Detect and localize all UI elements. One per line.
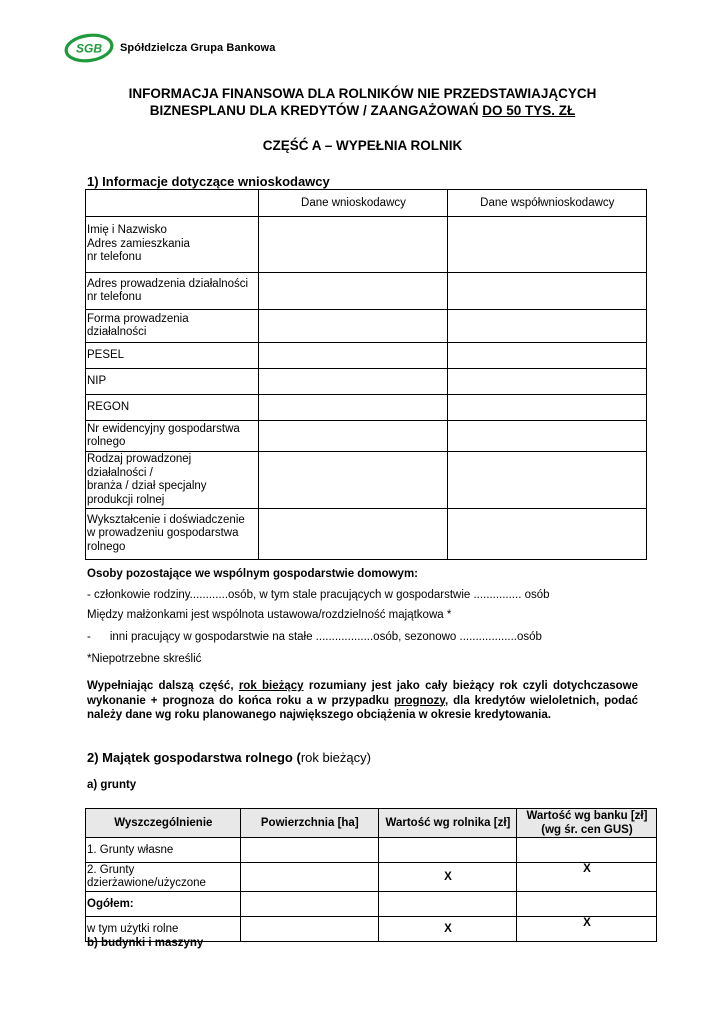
area-cell[interactable] bbox=[240, 863, 378, 892]
sgb-logo-icon bbox=[64, 33, 114, 63]
table-header-row bbox=[86, 190, 647, 217]
applicant-cell[interactable] bbox=[259, 509, 447, 560]
header-bank-value: Wartość wg banku [zł] (wg śr. cen GUS) bbox=[516, 809, 656, 838]
applicant-cell[interactable] bbox=[259, 310, 447, 343]
document-title bbox=[60, 85, 665, 119]
row-label: w tym użytki rolne bbox=[86, 917, 241, 942]
applicant-cell[interactable] bbox=[259, 395, 447, 421]
household-line-3 bbox=[87, 631, 542, 643]
instruction-text-3: , dla kredytów wieloletnich, podać należy dane wg roku planowanego największego obciążenia w okresie kredytowania. bbox=[87, 694, 638, 721]
farmer-value-cell[interactable] bbox=[378, 838, 516, 863]
farmer-value-cell[interactable] bbox=[378, 892, 516, 917]
instruction-text-2: rozumiany jest jako cały bieżący rok czyli dotychczasowe wykonanie + prognoza do końca roku a w przypadku bbox=[87, 680, 638, 707]
applicant-cell[interactable] bbox=[259, 421, 447, 452]
coapplicant-cell[interactable] bbox=[447, 452, 646, 509]
header-cell-empty bbox=[86, 190, 259, 217]
coapplicant-cell[interactable] bbox=[447, 310, 646, 343]
applicant-cell[interactable] bbox=[259, 369, 447, 395]
row-label: Wykształcenie i doświadczenie w prowadzeniu gospodarstwa rolnego bbox=[86, 509, 259, 560]
table-row bbox=[86, 452, 647, 509]
row-label: 1. Grunty własne bbox=[86, 838, 241, 863]
title-line-2 bbox=[60, 102, 665, 119]
bank-logo bbox=[64, 33, 275, 63]
area-cell[interactable] bbox=[240, 838, 378, 863]
logo-text: Spółdzielcza Grupa Bankowa bbox=[120, 42, 276, 54]
part-title: CZĘŚĆ A – WYPEŁNIA ROLNIK bbox=[262, 138, 463, 153]
section-1-heading: 1) Informacje dotyczące wnioskodawcy bbox=[87, 174, 330, 189]
applicant-table bbox=[85, 189, 647, 560]
coapplicant-cell[interactable] bbox=[447, 509, 646, 560]
section-2-heading-normal: rok bieżący) bbox=[300, 750, 371, 765]
coapplicant-cell[interactable] bbox=[447, 217, 646, 273]
household-note: *Niepotrzebne skreślić bbox=[87, 653, 202, 665]
row-label: Ogółem: bbox=[86, 892, 241, 917]
header-farmer-value: Wartość wg rolnika [zł] bbox=[378, 809, 516, 838]
row-label: PESEL bbox=[86, 343, 259, 369]
table-row bbox=[86, 395, 647, 421]
logo-mark-text: SGB bbox=[75, 41, 103, 56]
bank-value-cell: X bbox=[516, 917, 656, 942]
applicant-cell[interactable] bbox=[259, 217, 447, 273]
household-line-3-dash: - bbox=[87, 631, 91, 643]
instruction-underline-1: rok bieżący bbox=[238, 680, 304, 692]
table-row bbox=[86, 343, 647, 369]
row-label: REGON bbox=[86, 395, 259, 421]
header-area: Powierzchnia [ha] bbox=[240, 809, 378, 838]
row-label: NIP bbox=[86, 369, 259, 395]
household-heading: Osoby pozostające we wspólnym gospodarstwie domowym: bbox=[87, 568, 419, 580]
table-row bbox=[86, 892, 657, 917]
coapplicant-cell[interactable] bbox=[447, 343, 646, 369]
section-2-heading-bold: 2) Majątek gospodarstwa rolnego ( bbox=[87, 750, 301, 765]
row-label: 2. Grunty dzierżawione/użyczone bbox=[86, 863, 241, 892]
area-cell[interactable] bbox=[240, 892, 378, 917]
area-cell[interactable] bbox=[240, 917, 378, 942]
instruction-paragraph bbox=[87, 679, 638, 723]
table-row bbox=[86, 217, 647, 273]
instruction-underline-2: prognozy bbox=[394, 694, 445, 707]
table-row bbox=[86, 838, 657, 863]
title-line-1: INFORMACJA FINANSOWA DLA ROLNIKÓW NIE PRZEDSTAWIAJĄCYCH bbox=[128, 86, 597, 101]
table-row bbox=[86, 273, 647, 310]
coapplicant-cell[interactable] bbox=[447, 369, 646, 395]
bank-value-cell[interactable] bbox=[516, 838, 656, 863]
row-label: Nr ewidencyjny gospodarstwa rolnego bbox=[86, 421, 259, 452]
farmer-value-cell: X bbox=[378, 863, 516, 892]
bank-value-cell[interactable] bbox=[516, 892, 656, 917]
household-line-3-text: inni pracujący w gospodarstwie na stałe ..................osób, sezonowo ..................osób bbox=[109, 631, 542, 643]
table-row bbox=[86, 421, 647, 452]
applicant-cell[interactable] bbox=[259, 273, 447, 310]
row-label: Imię i Nazwisko Adres zamieszkania nr telefonu bbox=[86, 217, 259, 273]
coapplicant-cell[interactable] bbox=[447, 273, 646, 310]
table-row bbox=[86, 863, 657, 892]
header-coapplicant: Dane współwnioskodawcy bbox=[447, 190, 646, 217]
table-header-row bbox=[86, 809, 657, 838]
header-applicant: Dane wnioskodawcy bbox=[259, 190, 447, 217]
table-row bbox=[86, 369, 647, 395]
coapplicant-cell[interactable] bbox=[447, 421, 646, 452]
household-line-1: - członkowie rodziny............osób, w tym stale pracujących w gospodarstwie ............... osób bbox=[87, 589, 550, 601]
bank-value-cell: X bbox=[516, 863, 656, 892]
land-table bbox=[85, 808, 657, 942]
applicant-cell[interactable] bbox=[259, 343, 447, 369]
header-description: Wyszczególnienie bbox=[86, 809, 241, 838]
table-row bbox=[86, 509, 647, 560]
subsection-b-heading: b) budynki i maszyny bbox=[87, 937, 204, 949]
table-row bbox=[86, 310, 647, 343]
row-label: Rodzaj prowadzonej działalności / branża / dział specjalny produkcji rolnej bbox=[86, 452, 259, 509]
household-line-2: Między małżonkami jest wspólnota ustawowa/rozdzielność majątkowa * bbox=[87, 609, 452, 621]
title-line-2-b: DO 50 TYS. ZŁ bbox=[482, 103, 576, 118]
applicant-cell[interactable] bbox=[259, 452, 447, 509]
subsection-a-heading: a) grunty bbox=[87, 779, 137, 791]
section-2-heading bbox=[87, 750, 371, 765]
farmer-value-cell: X bbox=[378, 917, 516, 942]
row-label: Forma prowadzenia działalności bbox=[86, 310, 259, 343]
coapplicant-cell[interactable] bbox=[447, 395, 646, 421]
instruction-text-1: Wypełniając dalszą część, bbox=[87, 680, 239, 692]
row-label: Adres prowadzenia działalności nr telefonu bbox=[86, 273, 259, 310]
title-line-2-a: BIZNESPLANU DLA KREDYTÓW / ZAANGAŻOWAŃ bbox=[149, 103, 483, 118]
